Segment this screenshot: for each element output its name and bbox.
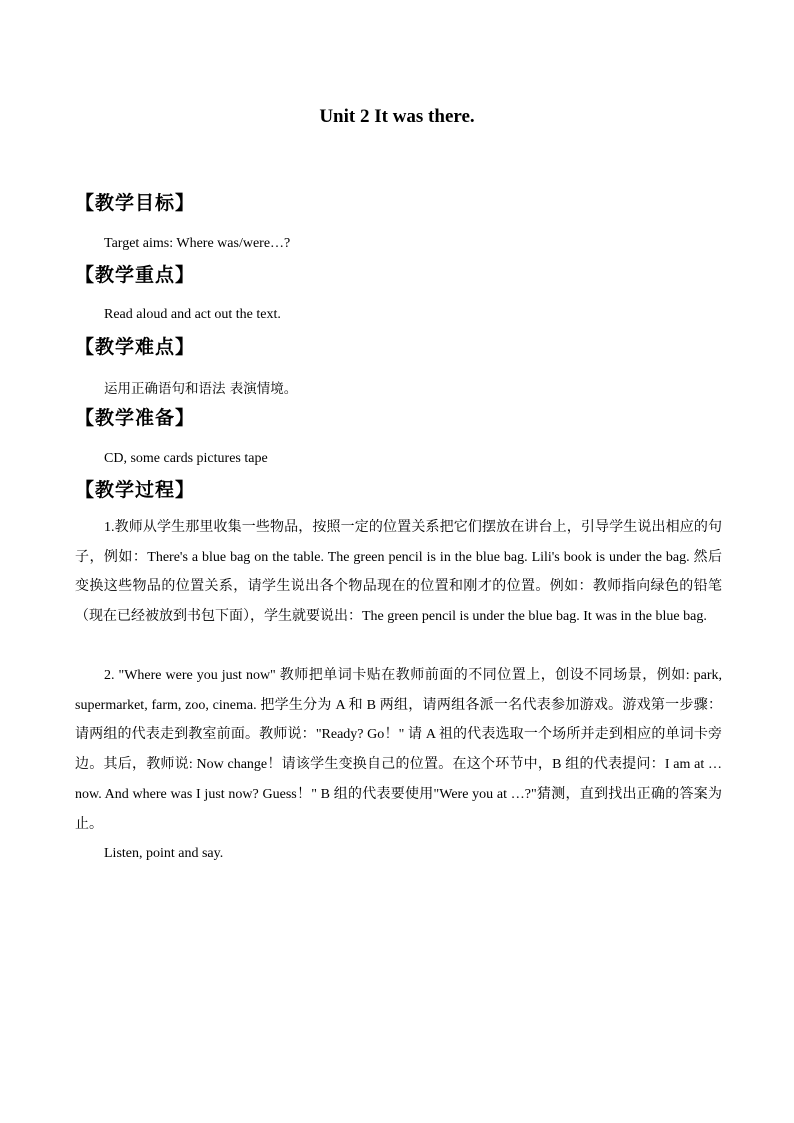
process-closing: Listen, point and say. <box>104 846 224 861</box>
process-paragraph-2: 2. "Where were you just now" 教师把单词卡贴在教师前面的不同位置上，创设不同场景，例如: park, supermarket, farm, zoo, cinema. 把学生分为 A 和 B 两组，请两组各派一名代表参加游戏。游戏第一步骤：请两组的代表走到教室前面。教师说："Ready? Go！" 请 A 祖的代表选取一个场所并走到相应的单词卡旁边。其后，教师说: Now change！请该学生变换自己的位置。在这个环节中，B 组的代表提问：I am at …now. And where was I just now? Guess！" B 组的代表要使用"Were you at …?"猜测，直到找出正确的答案为止。 <box>75 668 722 832</box>
document-title: Unit 2 It was there. <box>319 106 475 127</box>
difficulties-text: 运用正确语句和语法 表演情境。 <box>104 381 298 397</box>
preparation-text: CD, some cards pictures tape <box>104 451 268 466</box>
heading-difficulties: 【教学难点】 <box>75 336 196 358</box>
process-paragraph-1: 1.教师从学生那里收集一些物品，按照一定的位置关系把它们摆放在讲台上，引导学生说出相应的句子，例如：There's a blue bag on the table. The green pencil is in the blue bag. Lili's book is under the bag. 然后变换这些物品的位置关系，请学生说出各个物品现在的位置和刚才的位置。例如：教师指向绿色的铅笔（现在已经被放到书包下面），学生就要说出：The green pencil is under the blue bag. It was in the blue bag. <box>75 520 722 625</box>
heading-objectives: 【教学目标】 <box>75 192 196 214</box>
heading-preparation: 【教学准备】 <box>75 407 196 429</box>
heading-key-points: 【教学重点】 <box>75 264 196 286</box>
objectives-text: Target aims: Where was/were…? <box>104 236 291 251</box>
heading-process: 【教学过程】 <box>75 479 196 501</box>
key-points-text: Read aloud and act out the text. <box>104 307 281 322</box>
